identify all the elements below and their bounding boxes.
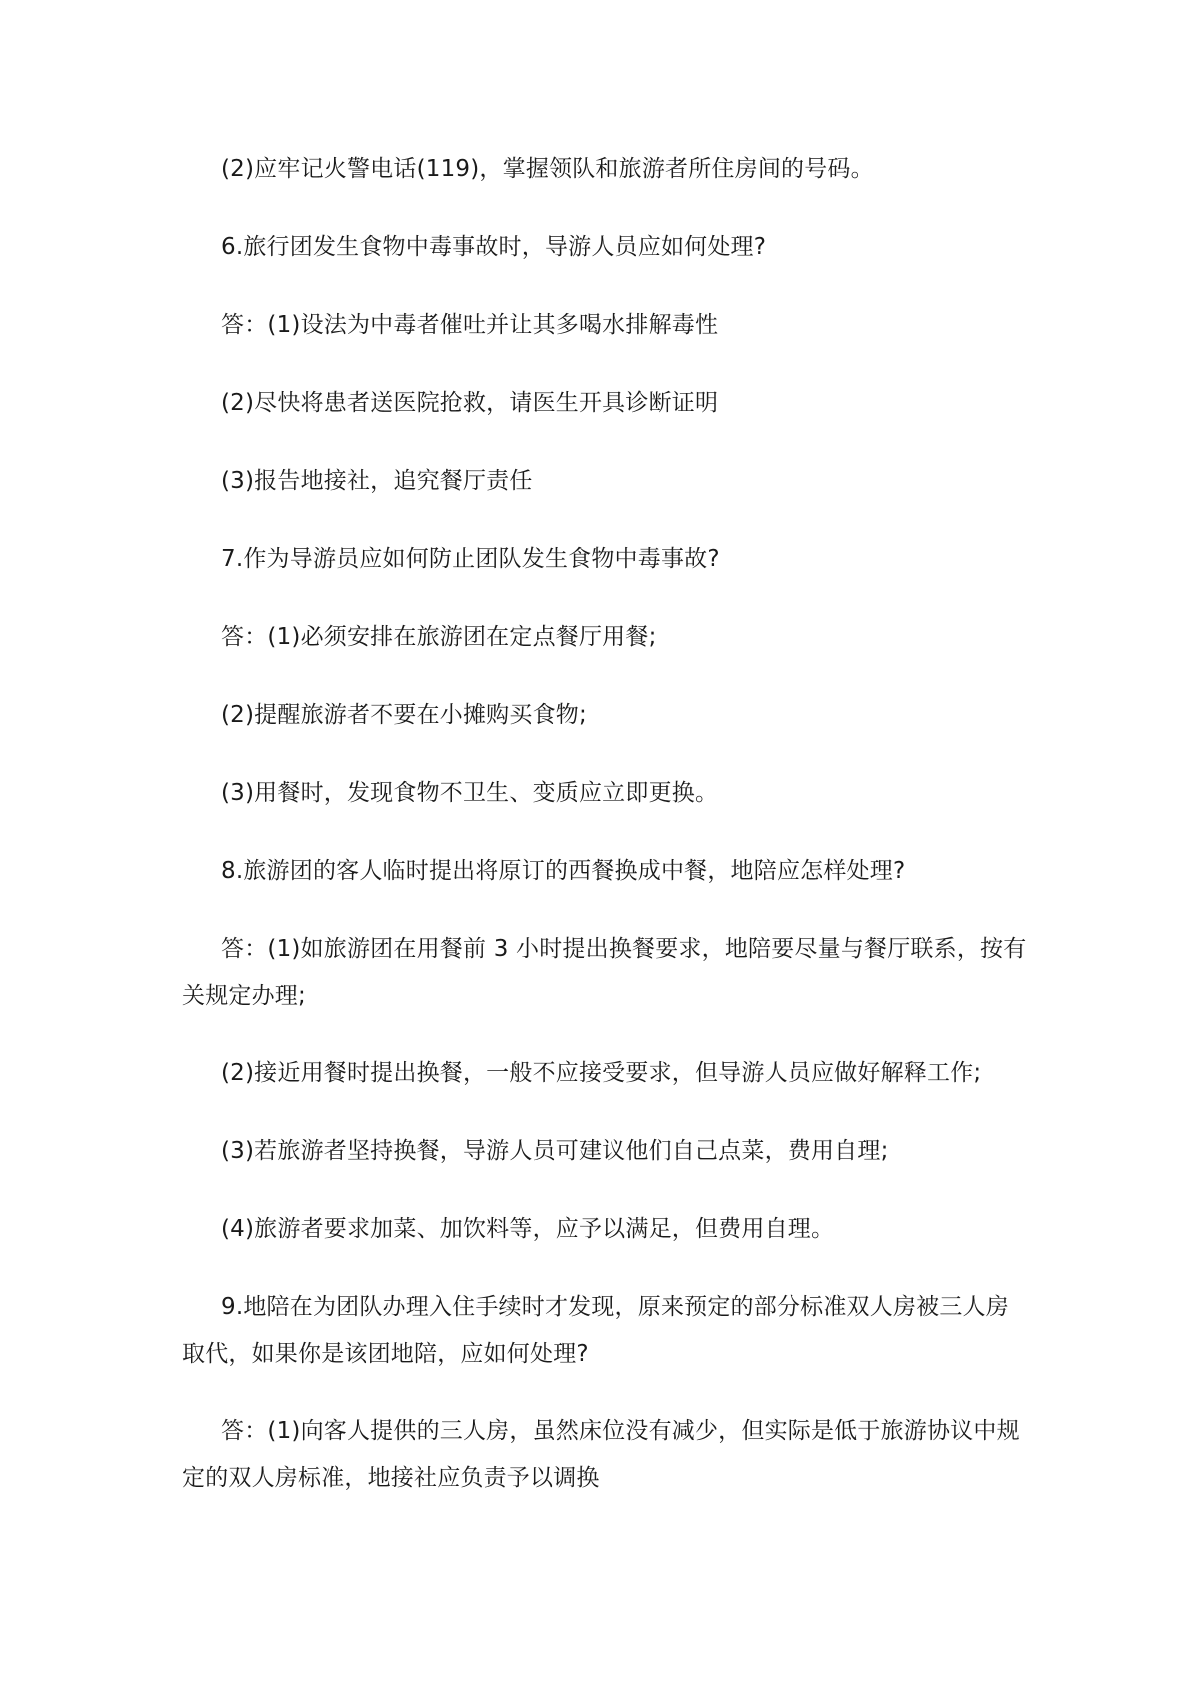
question-heading: 8.旅游团的客人临时提出将原订的西餐换成中餐，地陪应怎样处理? bbox=[221, 858, 906, 884]
paragraph: (3)报告地接社，追究餐厅责任 bbox=[221, 468, 533, 494]
paragraph: 答：(1)如旅游团在用餐前 3 小时提出换餐要求，地陪要尽量与餐厅联系，按有关规定办理; bbox=[182, 936, 1027, 1009]
paragraph: (2)应牢记火警电话(119)，掌握领队和旅游者所住房间的号码。 bbox=[221, 156, 874, 182]
paragraph: 答：(1)必须安排在旅游团在定点餐厅用餐; bbox=[221, 624, 657, 650]
paragraph: 答：(1)设法为中毒者催吐并让其多喝水排解毒性 bbox=[221, 312, 719, 338]
paragraph: (2)接近用餐时提出换餐，一般不应接受要求，但导游人员应做好解释工作; bbox=[221, 1060, 982, 1086]
paragraph: (3)若旅游者坚持换餐，导游人员可建议他们自己点菜，费用自理; bbox=[221, 1138, 889, 1164]
question-heading: 9.地陪在为团队办理入住手续时才发现，原来预定的部分标准双人房被三人房取代，如果你是该团地陪，应如何处理? bbox=[182, 1294, 1009, 1367]
paragraph: (2)提醒旅游者不要在小摊购买食物; bbox=[221, 702, 587, 728]
paragraph: (4)旅游者要求加菜、加饮料等，应予以满足，但费用自理。 bbox=[221, 1216, 835, 1242]
paragraph: (2)尽快将患者送医院抢救，请医生开具诊断证明 bbox=[221, 390, 719, 416]
paragraph: (3)用餐时，发现食物不卫生、变质应立即更换。 bbox=[221, 780, 719, 806]
question-heading: 6.旅行团发生食物中毒事故时，导游人员应如何处理? bbox=[221, 234, 767, 260]
paragraph: 答：(1)向客人提供的三人房，虽然床位没有减少，但实际是低于旅游协议中规定的双人房标准，地接社应负责予以调换 bbox=[182, 1418, 1020, 1491]
question-heading: 7.作为导游员应如何防止团队发生食物中毒事故? bbox=[221, 546, 720, 572]
